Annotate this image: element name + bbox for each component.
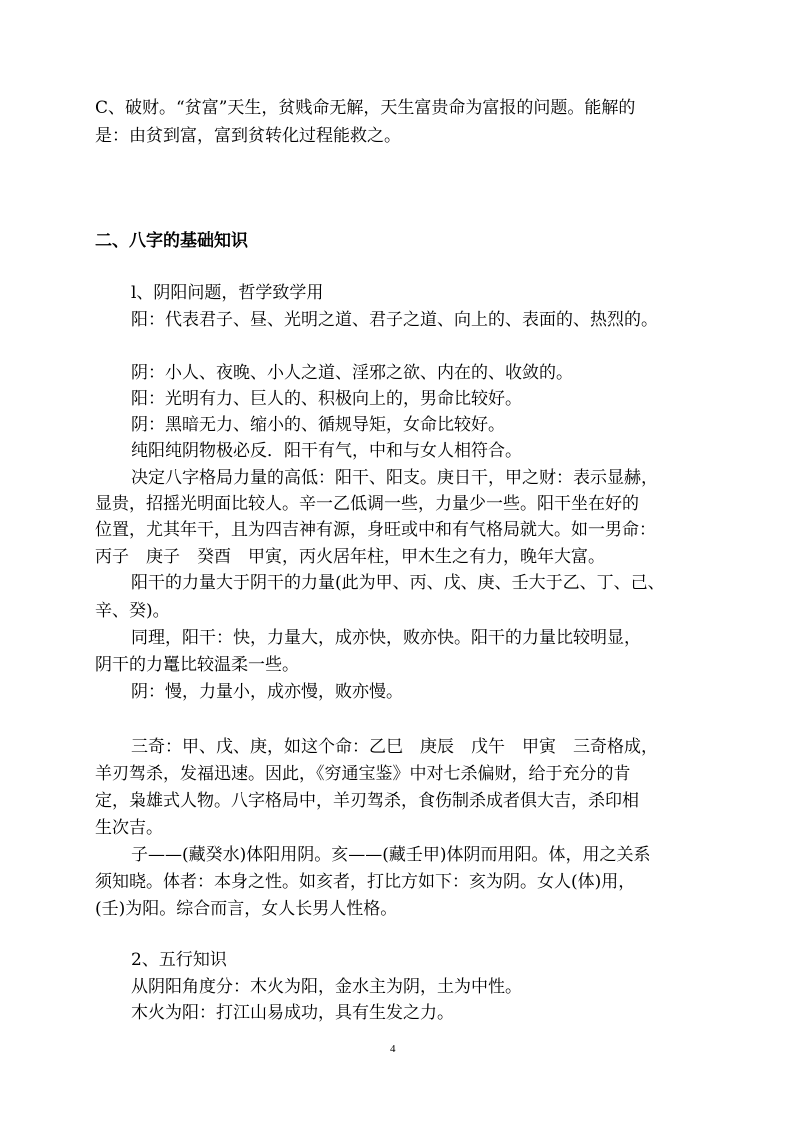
paragraph-line: 阳：代表君子、昼、光明之道、君子之道、向上的、表面的、热烈的。 <box>131 310 658 330</box>
paragraph-line: 同理，阳干：快，力量大，成亦快，败亦快。阳干的力量比较明显， <box>131 628 641 648</box>
page-number: 4 <box>390 1043 396 1055</box>
paragraph-line: 阴：小人、夜晚、小人之道、淫邪之欲、内在的、收敛的。 <box>131 363 573 383</box>
paragraph-line: (壬)为阳。综合而言，女人长男人性格。 <box>95 899 398 919</box>
paragraph-line: 丙子 庚子 癸酉 甲寅，丙火居年柱，甲木生之有力，晚年大富。 <box>95 547 605 567</box>
paragraph-line: 阴干的力鼍比较温柔一些。 <box>95 655 299 675</box>
paragraph-line: 生次吉。 <box>95 818 163 838</box>
paragraph-line: 从阴阳角度分：木火为阳，金水主为阴，土为中性。 <box>131 977 522 997</box>
paragraph-line: 三奇：甲、戊、庚，如这个命：乙巳 庚辰 戊午 甲寅 三奇格成， <box>131 737 658 757</box>
paragraph-line: 位置，尤其年干，且为四吉神有源，身旺或中和有气格局就大。如一男命： <box>95 520 656 540</box>
paragraph-line: 阳：光明有力、巨人的、积极向上的，男命比较好。 <box>131 389 522 409</box>
paragraph-line: 定，枭雄式人物。八字格局中，羊刃驾杀，食伤制杀成者俱大吉，杀印相 <box>95 791 639 811</box>
paragraph-line: 纯阳纯阴物极必反．阳干有气，中和与女人相符合。 <box>131 441 522 461</box>
paragraph-line: 决定八字格局力量的高低：阳干、阳支。庚日干，甲之财：表示显赫， <box>131 468 658 488</box>
paragraph-line: 辛、癸)。 <box>95 601 170 621</box>
paragraph-line: 羊刃驾杀，发福迅速。因此，《穷通宝鉴》中对七杀偏财，给于充分的肯 <box>95 764 631 784</box>
paragraph-line: 子——(藏癸水)体阳用阴。亥——(藏壬甲)体阴而用阳。体，用之关系 <box>131 845 651 865</box>
paragraph-line: 是：由贫到富，富到贫转化过程能救之。 <box>95 126 401 146</box>
section-heading: 二、八字的基础知识 <box>95 231 248 251</box>
paragraph-line: 木火为阳：打江山易成功，具有生发之力。 <box>131 1003 454 1023</box>
subsection-heading: l、阴阳问题，哲学致学用 <box>131 283 324 303</box>
paragraph-line: C、破财。“贫富”天生，贫贱命无解，天生富贵命为富报的问题。能解的 <box>95 98 636 118</box>
paragraph-line: 阴：黑暗无力、缩小的、循规导矩，女命比较好。 <box>131 415 505 435</box>
paragraph-line: 阴：慢，力量小，成亦慢，败亦慢。 <box>131 682 403 702</box>
subsection-heading: 2、五行知识 <box>131 950 227 970</box>
paragraph-line: 阳干的力量大于阴干的力量(此为甲、丙、戊、庚、壬大于乙、丁、己、 <box>131 573 665 593</box>
paragraph-line: 显贵，招摇光明面比较人。辛一乙低调一些，力量少一些。阳干坐在好的 <box>95 494 639 514</box>
paragraph-line: 须知晓。体者：本身之性。如亥者，打比方如下：亥为阴。女人(体)用， <box>95 872 636 892</box>
